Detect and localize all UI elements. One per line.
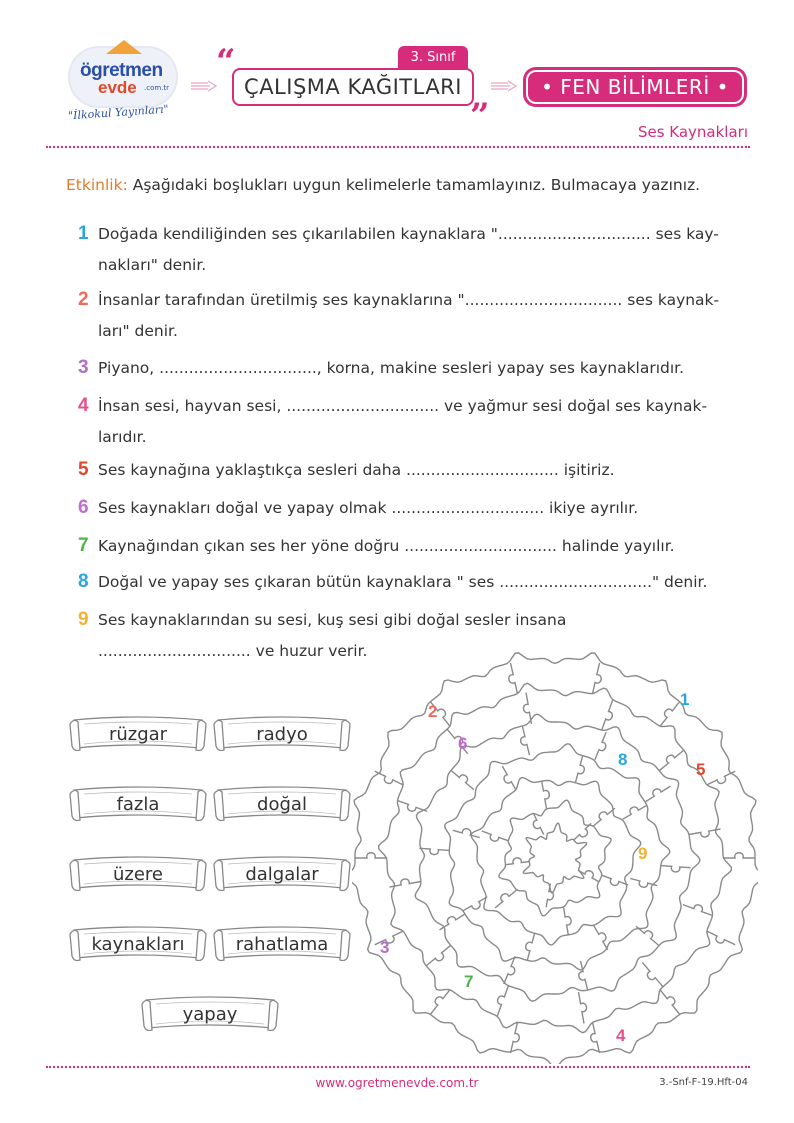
footer-url: www.ogretmenevde.com.tr	[315, 1076, 479, 1090]
subject-title: • FEN BİLİMLERİ •	[541, 75, 729, 99]
question-text: Kaynağından çıkan ses her yöne doğru ............................... halinde yayılır.	[98, 537, 675, 555]
question-number: 2	[78, 289, 89, 310]
word-label: üzere	[112, 863, 163, 885]
logo-word-ogretmen: ögretmen	[80, 60, 163, 81]
logo-roof-icon	[106, 40, 142, 54]
question-text: İnsan sesi, hayvan sesi, ............................... ve yağmur sesi doğal ses kaynak-	[98, 397, 708, 415]
question-number: 9	[78, 609, 89, 630]
puzzle-number-4: 4	[616, 1026, 626, 1045]
footer-divider	[46, 1066, 750, 1068]
logo-domain: .com.tr	[144, 84, 170, 92]
question-text: Ses kaynaklarından su sesi, kuş sesi gibi doğal sesler insana	[98, 611, 567, 629]
question-number: 7	[78, 535, 89, 556]
puzzle-number-7: 7	[464, 972, 474, 991]
header-divider	[46, 146, 750, 148]
question-3	[78, 352, 732, 384]
question-text: Ses kaynağına yaklaştıkça sesleri daha ............................... işitiriz.	[98, 461, 615, 479]
question-7	[78, 530, 732, 562]
word-scroll	[68, 786, 208, 826]
question-2	[78, 284, 732, 347]
question-8	[78, 566, 732, 598]
worksheet-title: ÇALIŞMA KAĞITLARI	[244, 75, 462, 99]
instruction-text: Aşağıdaki boşlukları uygun kelimelerle tamamlayınız. Bulmacaya yazınız.	[127, 176, 701, 194]
puzzle-number-1: 1	[680, 690, 690, 709]
puzzle-number-5: 5	[696, 760, 706, 779]
grade-tab: 3. Sınıf	[398, 46, 468, 68]
word-label: yapay	[182, 1003, 238, 1025]
question-text: Ses kaynakları doğal ve yapay olmak ............................... ikiye ayrılır.	[98, 499, 639, 517]
word-label: kaynakları	[91, 933, 185, 955]
arrow-right-icon	[490, 80, 516, 92]
word-label: rüzgar	[108, 723, 168, 745]
spiral-jigsaw-puzzle	[352, 652, 758, 1064]
word-label: doğal	[257, 793, 307, 815]
question-number: 8	[78, 571, 89, 592]
question-text-continued: ları" denir.	[98, 322, 178, 340]
question-text: İnsanlar tarafından üretilmiş ses kaynaklarına "................................ ses kaynak-	[98, 291, 720, 309]
puzzle-graphic	[352, 652, 758, 1064]
puzzle-number-2: 2	[428, 702, 438, 721]
logo-word-evde: evde	[98, 78, 137, 97]
question-text: Doğal ve yapay ses çıkaran bütün kaynaklara " ses ..............................." denir.	[98, 573, 708, 591]
puzzle-number-3: 3	[380, 938, 390, 957]
question-number: 4	[78, 395, 89, 416]
word-label: rahatlama	[235, 933, 329, 955]
word-scroll	[140, 996, 280, 1036]
question-5	[78, 454, 732, 486]
word-scroll	[68, 716, 208, 756]
subject-banner	[526, 70, 744, 104]
question-text-continued: ............................... ve huzur verir.	[98, 642, 368, 660]
question-number: 1	[78, 223, 89, 244]
word-scroll	[212, 926, 352, 966]
question-4	[78, 390, 732, 453]
word-scroll	[212, 786, 352, 826]
word-label: radyo	[256, 723, 308, 745]
puzzle-lines	[352, 653, 758, 1064]
word-scroll	[212, 856, 352, 896]
question-text: Piyano, ................................, korna, makine sesleri yapay ses kaynaklarıdır.	[98, 359, 685, 377]
question-text: Doğada kendiliğinden ses çıkarılabilen kaynaklara "............................... ses kay-	[98, 225, 719, 243]
puzzle-number-8: 8	[618, 750, 628, 769]
question-number: 5	[78, 459, 89, 480]
word-scroll	[68, 926, 208, 966]
word-scroll	[212, 716, 352, 756]
quote-open-mark: “	[216, 42, 236, 82]
question-text-continued: nakları" denir.	[98, 256, 207, 274]
worksheet-title-box	[232, 68, 474, 106]
question-6	[78, 492, 732, 524]
word-label: dalgalar	[245, 863, 319, 885]
footer-code: 3.-Snf-F-19.Hft-04	[659, 1077, 748, 1088]
puzzle-number-6: 6	[458, 734, 468, 753]
question-1	[78, 218, 732, 281]
question-text-continued: larıdır.	[98, 428, 147, 446]
quote-close-mark: ”	[470, 96, 490, 136]
topic-title: Ses Kaynakları	[637, 123, 748, 141]
word-label: fazla	[116, 793, 160, 815]
instruction	[66, 176, 700, 194]
instruction-label: Etkinlik:	[66, 176, 128, 194]
question-number: 3	[78, 357, 89, 378]
logo-tagline: "İlkokul Yayınları"	[67, 102, 170, 123]
word-scroll	[68, 856, 208, 896]
publisher-logo	[62, 38, 192, 126]
question-number: 6	[78, 497, 89, 518]
arrow-right-icon	[190, 80, 216, 92]
puzzle-number-9: 9	[638, 844, 648, 863]
